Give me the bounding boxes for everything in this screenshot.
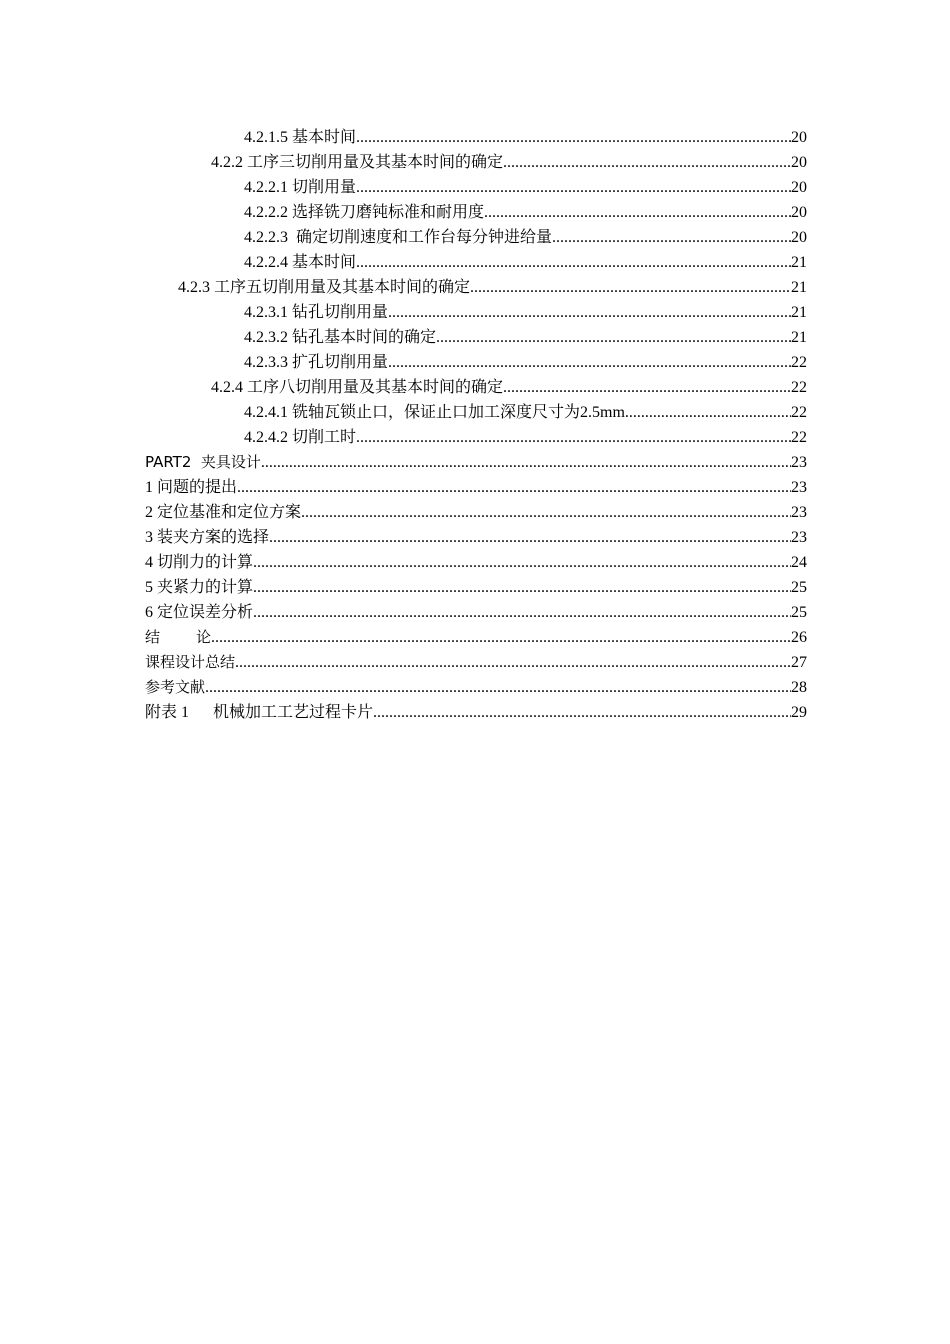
toc-entry[interactable]	[145, 175, 807, 200]
toc-entry-page: 22	[791, 379, 807, 396]
toc-entry-title: 4.2.2.1 切削用量	[244, 179, 357, 196]
toc-entry-title: 4.2.3 工序五切削用量及其基本时间的确定	[178, 279, 471, 296]
table-of-contents	[145, 125, 807, 725]
toc-entry[interactable]	[145, 225, 807, 250]
toc-entry-page: 21	[791, 254, 807, 271]
toc-leader-dots	[552, 225, 791, 250]
toc-leader-dots	[253, 550, 791, 575]
toc-entry-page: 21	[791, 329, 807, 346]
toc-entry-page: 21	[791, 304, 807, 321]
toc-entry[interactable]	[145, 525, 807, 550]
toc-entry-page: 20	[791, 129, 807, 146]
toc-entry-page: 22	[791, 404, 807, 421]
toc-entry-title: 2 定位基准和定位方案	[145, 504, 302, 521]
toc-entry-title: 4.2.2 工序三切削用量及其基本时间的确定	[211, 154, 504, 171]
toc-entry[interactable]	[145, 200, 807, 225]
toc-entry-title-part: 论	[196, 628, 212, 646]
toc-entry-title	[145, 625, 211, 650]
toc-leader-dots	[373, 700, 791, 725]
toc-leader-dots	[253, 575, 791, 600]
toc-entry[interactable]	[145, 600, 807, 625]
toc-entry-title: 4.2.2.2 选择铣刀磨钝标准和耐用度	[244, 204, 485, 221]
toc-entry-title: 4 切削力的计算	[145, 554, 254, 571]
toc-entry-page: 20	[791, 154, 807, 171]
toc-leader-dots	[253, 600, 791, 625]
toc-leader-dots	[261, 450, 791, 475]
toc-leader-dots	[237, 475, 791, 500]
toc-entry[interactable]	[145, 675, 807, 700]
toc-entry-title: PART2 夹具设计	[145, 453, 261, 471]
toc-entry-page: 21	[791, 279, 807, 296]
toc-entry-title: 课程设计总结	[145, 653, 236, 671]
toc-entry-title: 4.2.4.1 铣轴瓦锁止口，保证止口加工深度尺寸为2.5mm	[244, 404, 625, 421]
toc-leader-dots	[356, 250, 791, 275]
toc-entry[interactable]	[145, 325, 807, 350]
toc-entry-page: 23	[791, 504, 807, 521]
toc-leader-dots	[356, 175, 791, 200]
toc-entry-page: 28	[791, 679, 807, 696]
toc-entry[interactable]	[145, 450, 807, 475]
toc-entry-title-part: 结	[145, 628, 161, 646]
toc-leader-dots	[211, 625, 791, 650]
toc-entry[interactable]	[145, 375, 807, 400]
toc-entry-page: 26	[791, 629, 807, 646]
toc-leader-dots	[205, 675, 791, 700]
toc-entry-page: 24	[791, 554, 807, 571]
toc-leader-dots	[301, 500, 791, 525]
toc-leader-dots	[625, 400, 791, 425]
toc-leader-dots	[356, 125, 791, 150]
toc-entry-title: 4.2.2.4 基本时间	[244, 254, 357, 271]
toc-entry[interactable]	[145, 475, 807, 500]
toc-leader-dots	[484, 200, 791, 225]
toc-entry-title: 4.2.4.2 切削工时	[244, 429, 357, 446]
toc-entry[interactable]	[145, 125, 807, 150]
toc-entry[interactable]	[145, 150, 807, 175]
toc-leader-dots	[503, 150, 791, 175]
toc-entry-title: 6 定位误差分析	[145, 604, 254, 621]
toc-entry-title: 4.2.3.3 扩孔切削用量	[244, 354, 389, 371]
toc-entry-page: 20	[791, 204, 807, 221]
toc-entry[interactable]	[145, 650, 807, 675]
toc-entry[interactable]	[145, 250, 807, 275]
toc-entry[interactable]	[145, 400, 807, 425]
toc-entry-title: 4.2.3.2 钻孔基本时间的确定	[244, 329, 437, 346]
toc-entry-page: 25	[791, 604, 807, 621]
toc-entry-page: 23	[791, 479, 807, 496]
toc-entry-title: 4.2.3.1 钻孔切削用量	[244, 304, 389, 321]
toc-leader-dots	[388, 300, 791, 325]
toc-entry-page: 22	[791, 354, 807, 371]
toc-entry[interactable]	[145, 625, 807, 650]
toc-leader-dots	[269, 525, 791, 550]
toc-entry[interactable]	[145, 700, 807, 725]
toc-entry[interactable]	[145, 300, 807, 325]
toc-entry-title: 4.2.4 工序八切削用量及其基本时间的确定	[211, 379, 504, 396]
toc-entry[interactable]	[145, 275, 807, 300]
toc-entry[interactable]	[145, 575, 807, 600]
toc-entry-page: 22	[791, 429, 807, 446]
toc-leader-dots	[503, 375, 791, 400]
toc-entry-title: 4.2.1.5 基本时间	[244, 129, 357, 146]
toc-leader-dots	[436, 325, 791, 350]
toc-entry-title: 1 问题的提出	[145, 479, 238, 496]
toc-entry-page: 25	[791, 579, 807, 596]
toc-leader-dots	[388, 350, 791, 375]
toc-leader-dots	[235, 650, 791, 675]
toc-entry[interactable]	[145, 500, 807, 525]
toc-entry-page: 29	[791, 704, 807, 721]
toc-entry-title: 4.2.2.3 确定切削速度和工作台每分钟进给量	[244, 229, 553, 246]
toc-leader-dots	[356, 425, 791, 450]
toc-entry[interactable]	[145, 550, 807, 575]
toc-leader-dots	[470, 275, 791, 300]
toc-entry-page: 27	[791, 654, 807, 671]
toc-entry-page: 20	[791, 179, 807, 196]
toc-entry[interactable]	[145, 425, 807, 450]
toc-entry-title: 参考文献	[145, 678, 206, 696]
toc-entry-title: 5 夹紧力的计算	[145, 579, 254, 596]
toc-entry-page: 23	[791, 454, 807, 471]
toc-entry[interactable]	[145, 350, 807, 375]
toc-entry-title: 3 装夹方案的选择	[145, 529, 270, 546]
toc-entry-page: 20	[791, 229, 807, 246]
toc-entry-title: 附表 1 机械加工工艺过程卡片	[145, 704, 374, 721]
toc-entry-page: 23	[791, 529, 807, 546]
